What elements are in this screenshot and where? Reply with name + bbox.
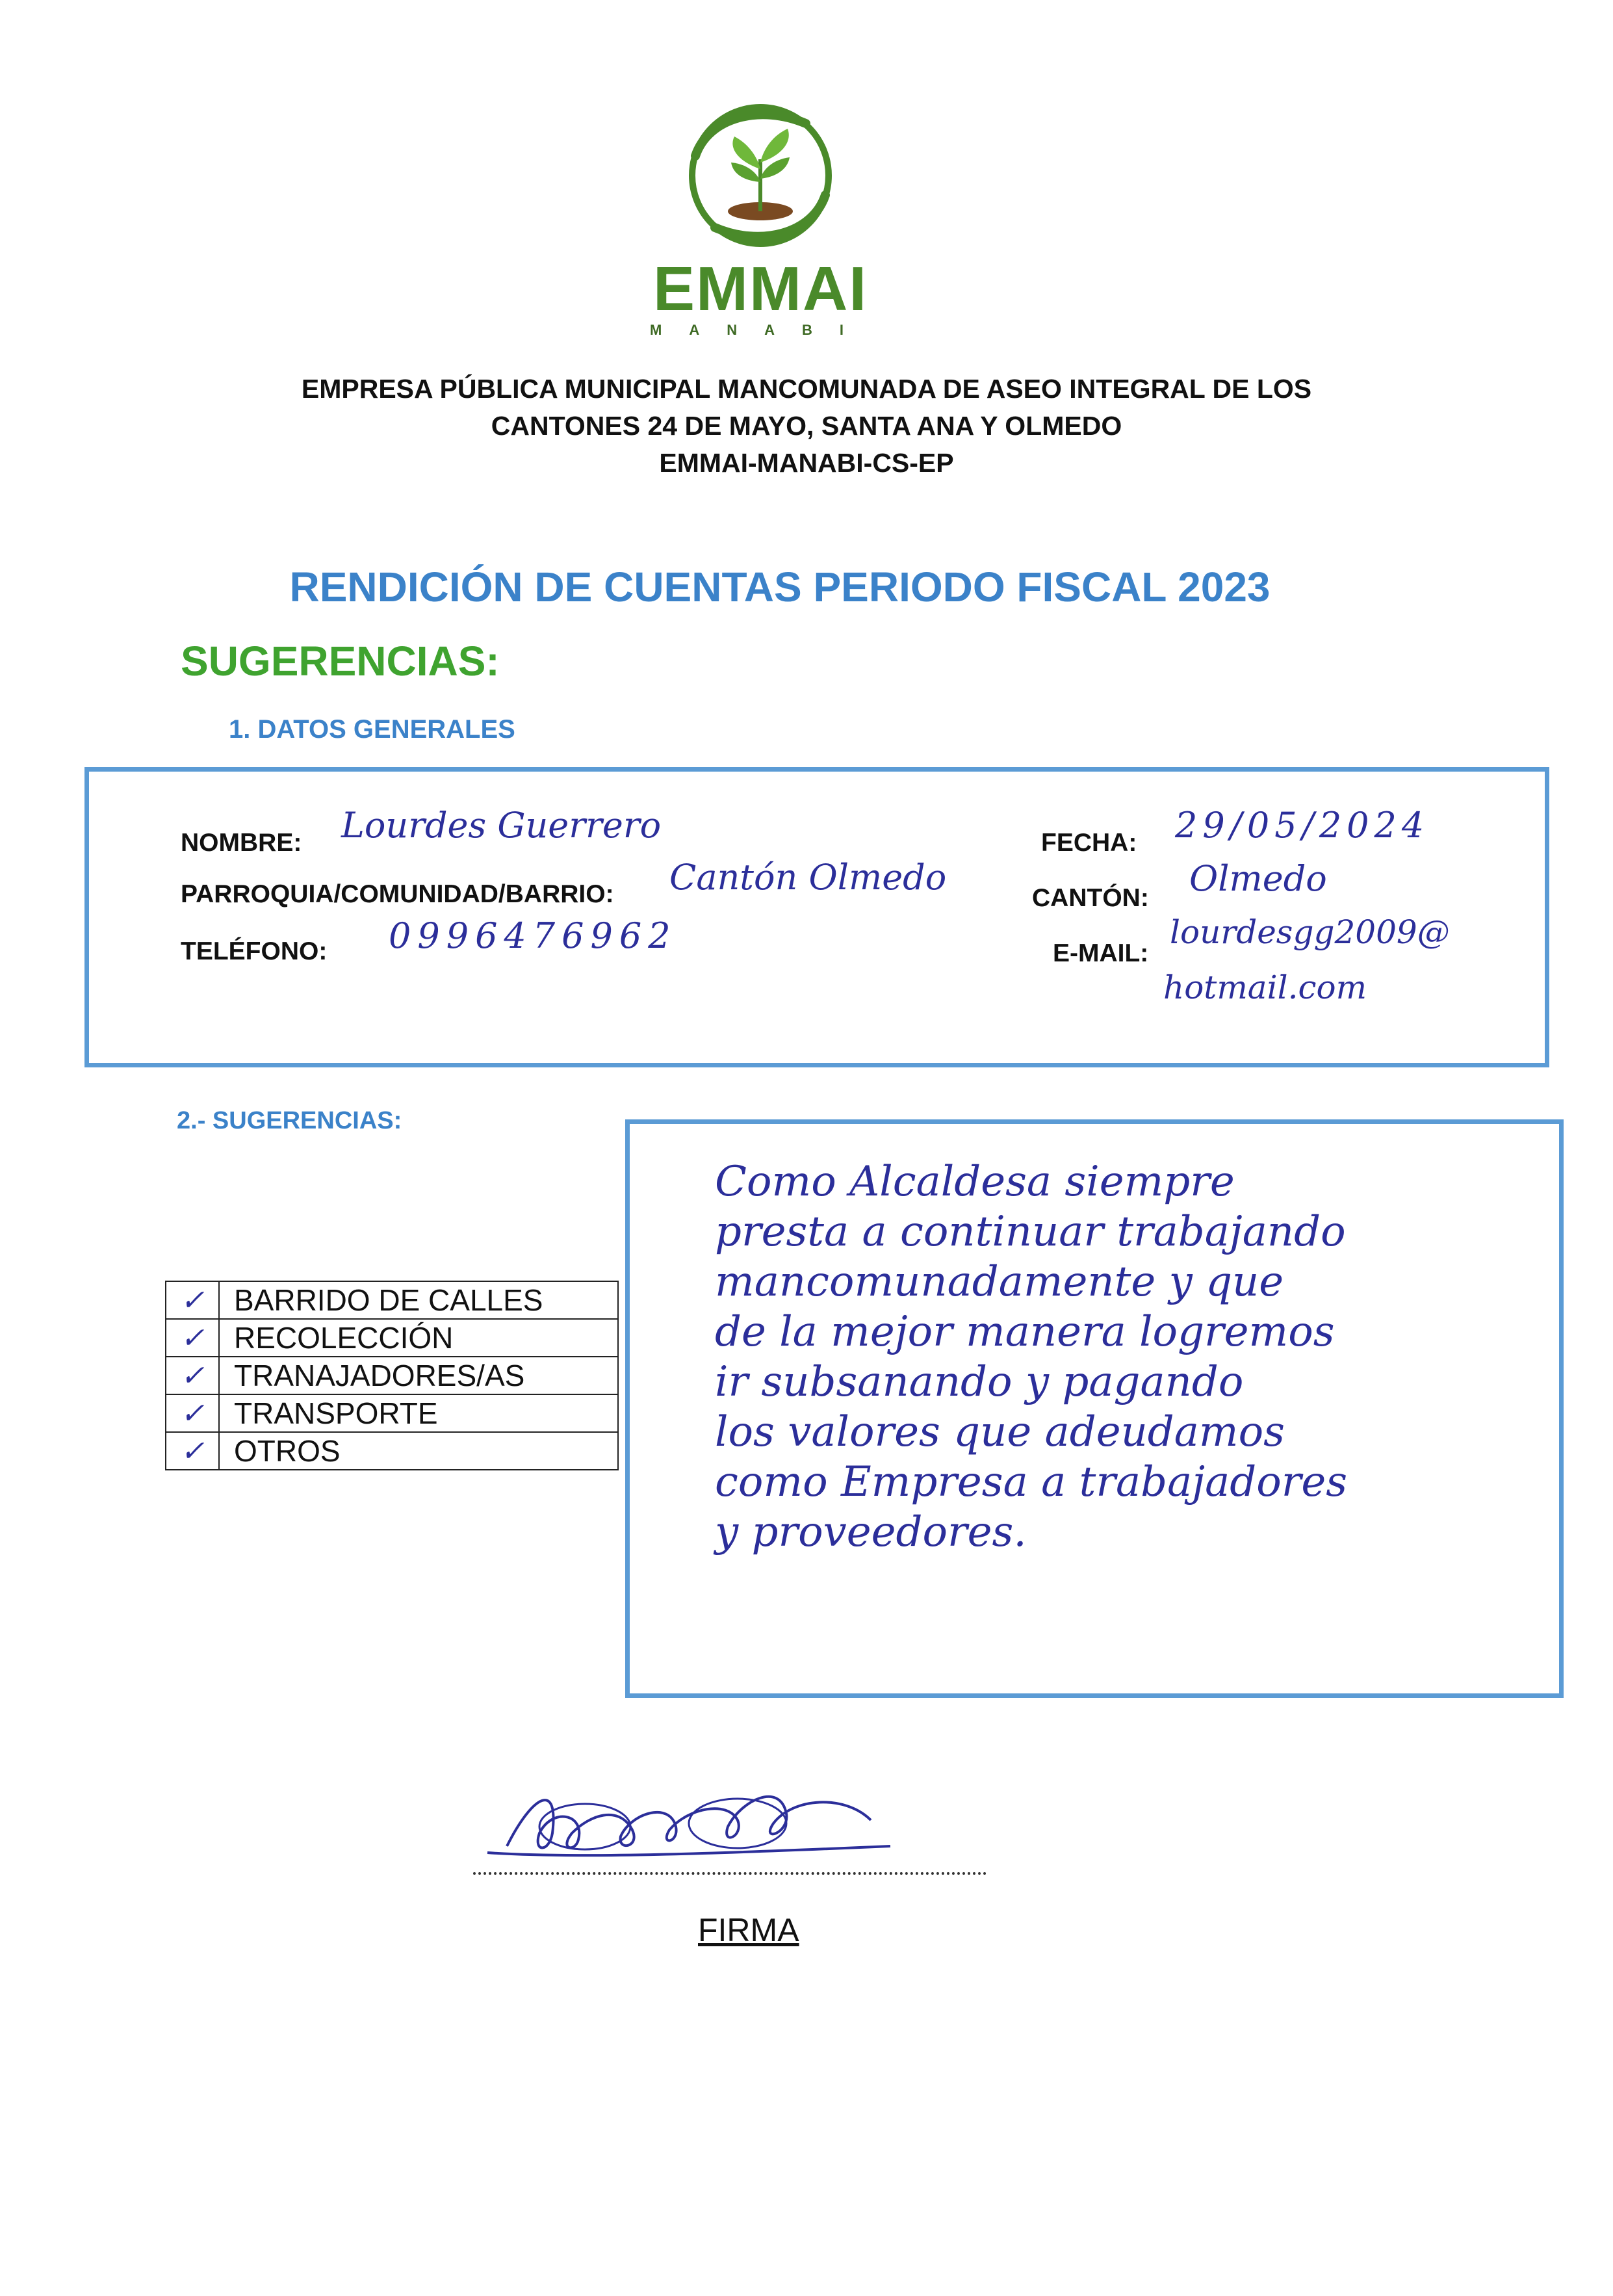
handwritten-signature (481, 1755, 897, 1872)
checklist-row (166, 1432, 618, 1470)
emmai-logo (650, 98, 871, 338)
category-checklist (165, 1281, 619, 1470)
canton-value: Olmedo (1189, 858, 1327, 899)
telefono-value: 0996476962 (389, 915, 677, 956)
page-title: RENDICIÓN DE CUENTAS PERIODO FISCAL 2023 (289, 564, 1271, 610)
sugerencia-line: presta a continuar trabajando (715, 1208, 1346, 1256)
checklist-row (166, 1281, 618, 1319)
checklist-item-label: RECOLECCIÓN (219, 1319, 618, 1357)
sugerencia-line: como Empresa a trabajadores (715, 1458, 1348, 1506)
fecha-label: FECHA: (1041, 829, 1137, 857)
checkmark: ✓ (166, 1319, 219, 1357)
logo-subtext: MANABI (650, 322, 871, 338)
checklist-row (166, 1394, 618, 1432)
logo-text: EMMAI (653, 254, 868, 324)
nombre-value: Lourdes Guerrero (341, 805, 662, 846)
header-line-3: EMMAI-MANABI-CS-EP (659, 448, 954, 478)
sugerencia-text (715, 1157, 1547, 1558)
sugerencia-line: y proveedores. (715, 1508, 1027, 1556)
checkmark: ✓ (166, 1394, 219, 1432)
signature-line (473, 1872, 987, 1875)
sugerencia-line: los valores que adeudamos (715, 1408, 1285, 1456)
checkmark: ✓ (166, 1281, 219, 1319)
checklist-row (166, 1357, 618, 1394)
header-line-1: EMPRESA PÚBLICA MUNICIPAL MANCOMUNADA DE ASEO INTEGRAL DE LOS (301, 374, 1312, 404)
checklist-item-label: TRANAJADORES/AS (219, 1357, 618, 1394)
fecha-value: 29/05/2024 (1175, 805, 1430, 846)
nombre-label: NOMBRE: (181, 829, 302, 857)
email-value-line-2: hotmail.com (1163, 969, 1367, 1006)
checklist-row (166, 1319, 618, 1357)
sugerencia-line: ir subsanando y pagando (715, 1358, 1244, 1406)
checklist-item-label: TRANSPORTE (219, 1394, 618, 1432)
section-sugerencias-title: 2.- SUGERENCIAS: (177, 1107, 402, 1134)
checklist-item-label: OTROS (219, 1432, 618, 1470)
sugerencia-line: Como Alcaldesa siempre (715, 1158, 1235, 1206)
checkmark: ✓ (166, 1357, 219, 1394)
sugerencias-heading: SUGERENCIAS: (181, 638, 500, 685)
telefono-label: TELÉFONO: (181, 937, 328, 965)
sugerencia-line: mancomunadamente y que (715, 1258, 1284, 1306)
header-line-2: CANTONES 24 DE MAYO, SANTA ANA Y OLMEDO (491, 411, 1122, 441)
checklist-item-label: BARRIDO DE CALLES (219, 1281, 618, 1319)
email-value-line-1: lourdesgg2009@ (1170, 913, 1450, 951)
logo-emblem-icon (650, 98, 871, 254)
parroquia-label: PARROQUIA/COMUNIDAD/BARRIO: (181, 880, 614, 908)
email-label: E-MAIL: (1053, 939, 1149, 967)
firma-label: FIRMA (698, 1912, 799, 1948)
sugerencia-line: de la mejor manera logremos (715, 1308, 1335, 1356)
canton-label: CANTÓN: (1032, 884, 1149, 912)
parroquia-value: Cantón Olmedo (669, 857, 947, 898)
section-datos-generales-title: 1. DATOS GENERALES (229, 715, 515, 744)
checkmark: ✓ (166, 1432, 219, 1470)
